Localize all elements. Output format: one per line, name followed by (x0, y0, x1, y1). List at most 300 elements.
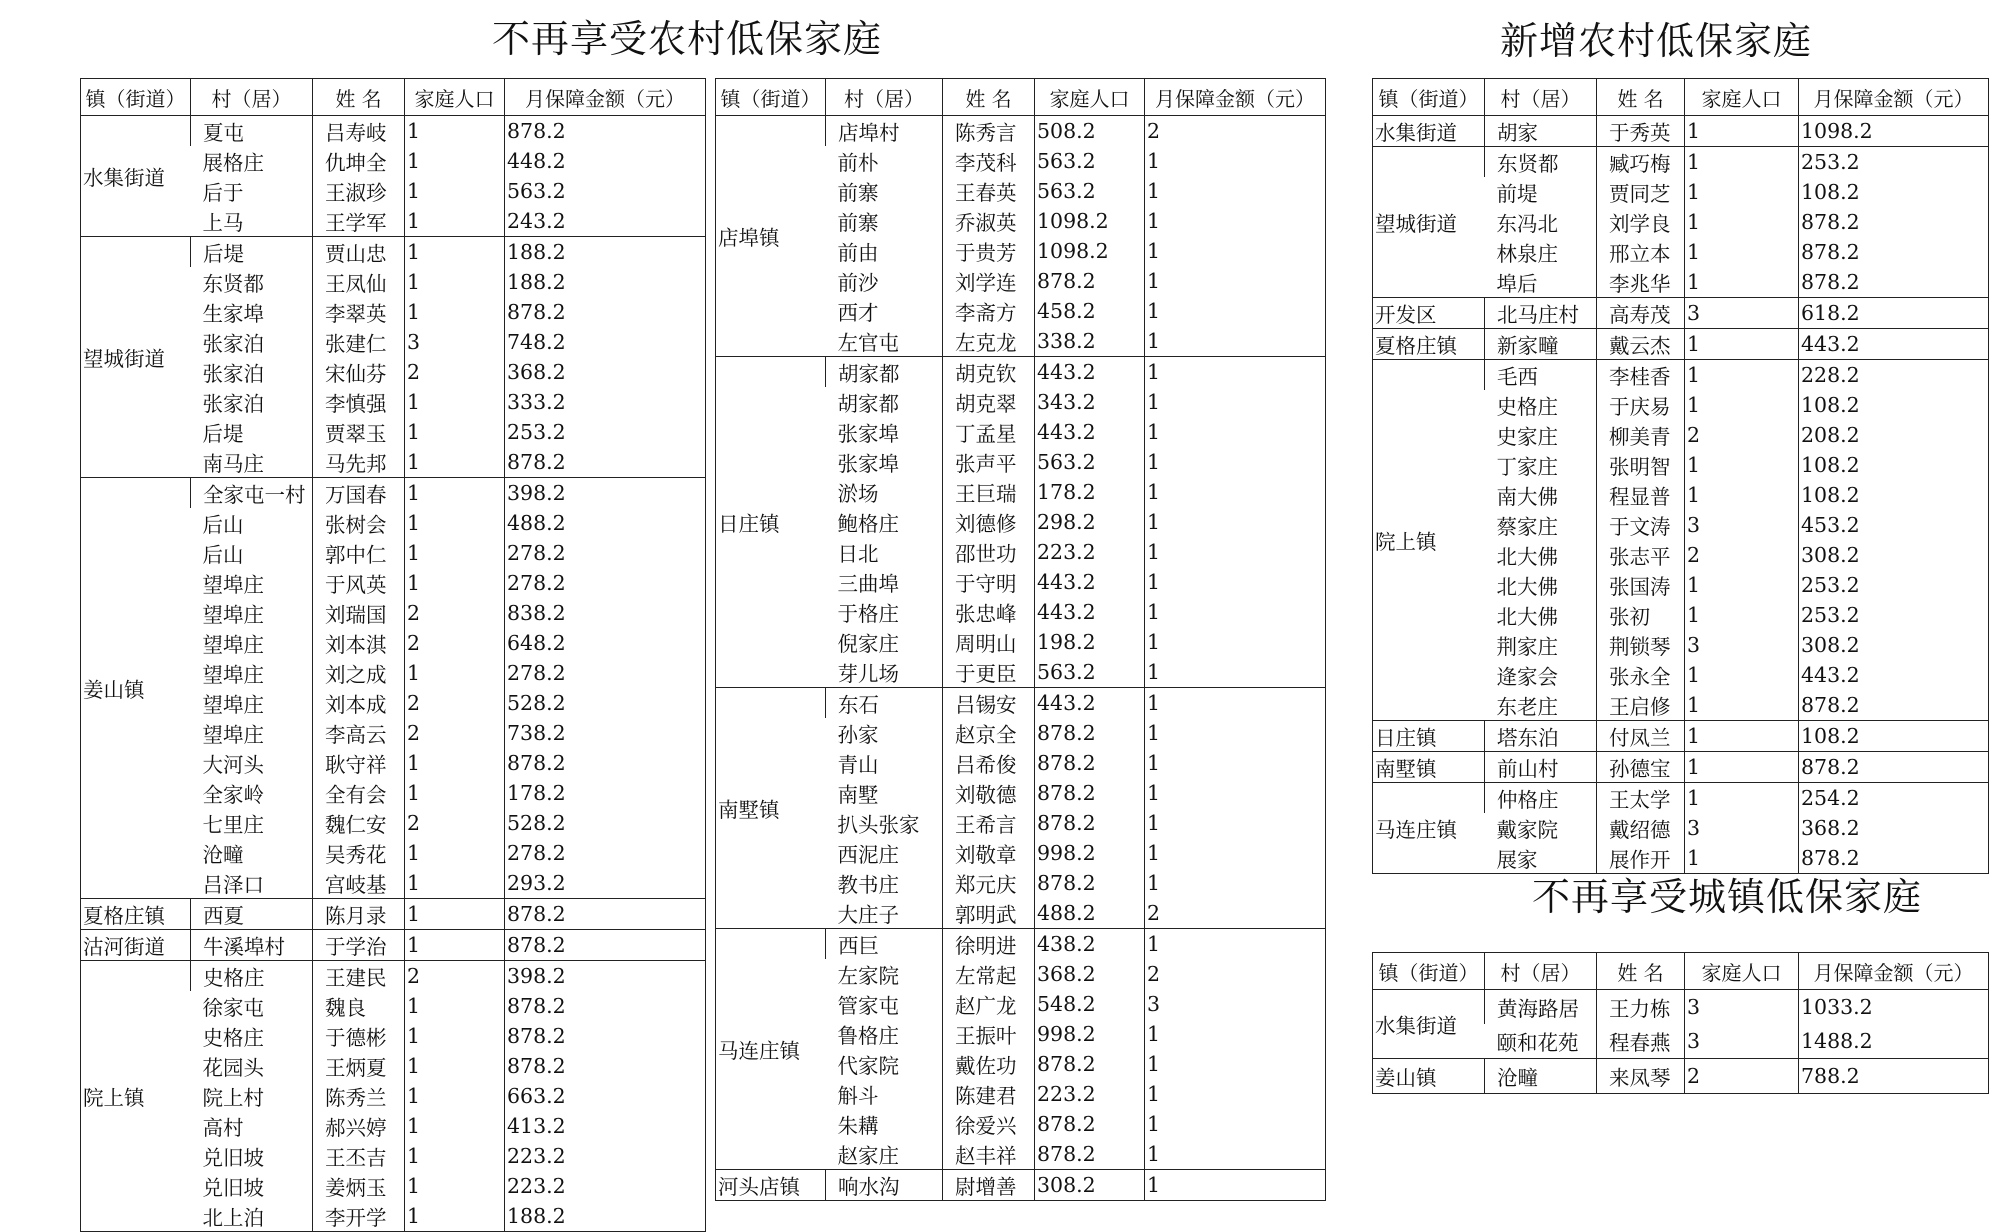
name-cell: 展作开 (1597, 843, 1685, 874)
household-size-cell: 1 (1685, 570, 1799, 600)
village-cell: 颐和花苑 (1496, 1031, 1579, 1055)
village-cell: 毛西 (1485, 360, 1597, 391)
monthly-amount-cell: 1 (1145, 748, 1326, 778)
monthly-amount-cell: 278.2 (505, 658, 706, 688)
household-size-cell: 308.2 (1035, 1170, 1145, 1201)
table-row (1373, 298, 1989, 329)
monthly-amount-cell: 333.2 (505, 387, 706, 417)
monthly-amount-cell: 878.2 (505, 1051, 706, 1081)
village-cell: 左家院 (837, 964, 899, 988)
monthly-amount-cell: 398.2 (505, 961, 706, 992)
household-size-cell: 1 (405, 748, 505, 778)
household-size-cell: 198.2 (1035, 627, 1145, 657)
village-cell: 淤场 (837, 482, 879, 506)
name-cell: 刘德修 (943, 507, 1035, 537)
village-cell: 史家庄 (1496, 425, 1558, 449)
name-cell: 张志平 (1597, 540, 1685, 570)
village-cell: 丁家庄 (1496, 455, 1558, 479)
monthly-amount-cell: 1 (1145, 447, 1326, 477)
household-size-cell: 1 (405, 1201, 505, 1232)
household-size-cell: 1098.2 (1035, 236, 1145, 266)
column-header: 月保障金额（元） (505, 79, 706, 116)
column-header: 镇（街道） (716, 79, 826, 116)
title-urban-exit: 不再享受城镇低保家庭 (1532, 875, 1923, 919)
town-cell: 日庄镇 (716, 357, 826, 688)
column-header: 镇（街道） (1373, 79, 1485, 116)
name-cell: 陈秀言 (943, 116, 1035, 147)
monthly-amount-cell: 448.2 (505, 146, 706, 176)
town-cell: 马连庄镇 (1373, 783, 1485, 874)
household-size-cell: 2 (1685, 540, 1799, 570)
monthly-amount-cell: 788.2 (1799, 1059, 1989, 1094)
village-cell: 望埠庄 (202, 723, 264, 747)
name-cell: 柳美青 (1597, 420, 1685, 450)
village-cell: 北大佛 (1496, 575, 1558, 599)
column-header: 月保障金额（元） (1145, 79, 1326, 116)
household-size-cell: 1 (405, 237, 505, 268)
household-size-cell: 878.2 (1035, 718, 1145, 748)
monthly-amount-cell: 278.2 (505, 838, 706, 868)
name-cell: 王建民 (313, 961, 405, 992)
monthly-amount-cell: 1 (1145, 597, 1326, 627)
household-size-cell: 878.2 (1035, 1109, 1145, 1139)
name-cell: 于更臣 (943, 657, 1035, 688)
name-cell: 左常起 (943, 959, 1035, 989)
rural-new-table (1372, 78, 1989, 874)
monthly-amount-cell: 1 (1145, 627, 1326, 657)
monthly-amount-cell: 228.2 (1799, 360, 1989, 391)
name-cell: 于贵芳 (943, 236, 1035, 266)
monthly-amount-cell: 108.2 (1799, 450, 1989, 480)
name-cell: 陈秀兰 (313, 1081, 405, 1111)
village-cell: 胡家 (1485, 116, 1597, 147)
name-cell: 李开学 (313, 1201, 405, 1232)
village-cell: 西泥庄 (837, 843, 899, 867)
monthly-amount-cell: 253.2 (1799, 600, 1989, 630)
monthly-amount-cell: 243.2 (505, 206, 706, 237)
monthly-amount-cell: 1 (1145, 838, 1326, 868)
household-size-cell: 298.2 (1035, 507, 1145, 537)
name-cell: 邢立本 (1597, 237, 1685, 267)
household-size-cell: 878.2 (1035, 868, 1145, 898)
household-size-cell: 1 (405, 538, 505, 568)
monthly-amount-cell: 308.2 (1799, 540, 1989, 570)
village-cell: 林泉庄 (1496, 242, 1558, 266)
village-cell: 东老庄 (1496, 695, 1558, 719)
village-cell: 埠后 (1496, 272, 1538, 296)
name-cell: 王希言 (943, 808, 1035, 838)
monthly-amount-cell: 878.2 (505, 899, 706, 930)
monthly-amount-cell: 878.2 (1799, 207, 1989, 237)
household-size-cell: 1 (405, 508, 505, 538)
monthly-amount-cell: 878.2 (1799, 752, 1989, 783)
village-cell: 青山 (837, 753, 879, 777)
table-row (716, 688, 1326, 719)
village-cell: 望埠庄 (202, 663, 264, 687)
monthly-amount-cell: 1 (1145, 326, 1326, 357)
household-size-cell: 1098.2 (1035, 206, 1145, 236)
village-cell: 张家埠 (837, 452, 899, 476)
monthly-amount-cell: 108.2 (1799, 480, 1989, 510)
name-cell: 戴云杰 (1597, 329, 1685, 360)
monthly-amount-cell: 1 (1145, 808, 1326, 838)
monthly-amount-cell: 1 (1145, 688, 1326, 719)
town-cell: 望城街道 (1373, 147, 1485, 298)
village-cell: 孙家 (837, 723, 879, 747)
village-cell: 上马 (202, 211, 244, 235)
name-cell: 李桂香 (1597, 360, 1685, 391)
name-cell: 张声平 (943, 447, 1035, 477)
table-row (716, 1170, 1326, 1201)
urban-exit-table (1372, 952, 1989, 1094)
household-size-cell: 2 (1685, 420, 1799, 450)
village-cell: 大庄子 (837, 903, 899, 927)
household-size-cell: 223.2 (1035, 537, 1145, 567)
column-header: 月保障金额（元） (1799, 79, 1989, 116)
village-cell: 史格庄 (1496, 395, 1558, 419)
name-cell: 邵世功 (943, 537, 1035, 567)
village-cell: 前山村 (1485, 752, 1597, 783)
household-size-cell: 1 (1685, 660, 1799, 690)
table-row (716, 929, 1326, 960)
monthly-amount-cell: 878.2 (1799, 267, 1989, 298)
village-cell: 后山 (202, 513, 244, 537)
name-cell: 刘敬章 (943, 838, 1035, 868)
town-cell: 水集街道 (1373, 116, 1485, 147)
village-cell: 蔡家庄 (1496, 515, 1558, 539)
household-size-cell: 443.2 (1035, 597, 1145, 627)
monthly-amount-cell: 108.2 (1799, 721, 1989, 752)
name-cell: 姜炳玉 (313, 1171, 405, 1201)
name-cell: 程显普 (1597, 480, 1685, 510)
name-cell: 王凤仙 (313, 267, 405, 297)
town-cell: 院上镇 (81, 961, 191, 1232)
household-size-cell: 443.2 (1035, 567, 1145, 597)
monthly-amount-cell: 1 (1145, 657, 1326, 688)
village-cell: 望埠庄 (202, 633, 264, 657)
monthly-amount-cell: 1 (1145, 296, 1326, 326)
town-cell: 开发区 (1373, 298, 1485, 329)
village-cell: 新家疃 (1485, 329, 1597, 360)
household-size-cell: 1 (405, 146, 505, 176)
household-size-cell: 2 (405, 628, 505, 658)
household-size-cell: 1 (1685, 207, 1799, 237)
column-header: 姓 名 (1597, 79, 1685, 116)
name-cell: 乔淑英 (943, 206, 1035, 236)
monthly-amount-cell: 293.2 (505, 868, 706, 899)
town-cell: 夏格庄镇 (81, 899, 191, 930)
monthly-amount-cell: 878.2 (1799, 690, 1989, 721)
household-size-cell: 1 (1685, 843, 1799, 874)
name-cell: 周明山 (943, 627, 1035, 657)
household-size-cell: 508.2 (1035, 116, 1145, 147)
household-size-cell: 1 (1685, 360, 1799, 391)
monthly-amount-cell: 188.2 (505, 237, 706, 268)
household-size-cell: 1 (405, 778, 505, 808)
village-cell: 展格庄 (202, 151, 264, 175)
monthly-amount-cell: 1 (1145, 1170, 1326, 1201)
village-cell: 前寨 (837, 211, 879, 235)
monthly-amount-cell: 1 (1145, 929, 1326, 960)
name-cell: 赵广龙 (943, 989, 1035, 1019)
village-cell: 全家屯一村 (191, 478, 313, 509)
monthly-amount-cell: 1 (1145, 387, 1326, 417)
monthly-amount-cell: 443.2 (1799, 329, 1989, 360)
town-cell: 南墅镇 (1373, 752, 1485, 783)
column-header: 月保障金额（元） (1799, 953, 1989, 990)
name-cell: 李高云 (313, 718, 405, 748)
village-cell: 芽儿场 (837, 662, 899, 686)
monthly-amount-cell: 1 (1145, 1079, 1326, 1109)
household-size-cell: 998.2 (1035, 838, 1145, 868)
village-cell: 前沙 (837, 271, 879, 295)
household-size-cell: 1 (405, 930, 505, 961)
household-size-cell: 3 (405, 327, 505, 357)
household-size-cell: 1 (405, 116, 505, 147)
name-cell: 程春燕 (1597, 1024, 1685, 1059)
name-cell: 张建仁 (313, 327, 405, 357)
household-size-cell: 1 (1685, 783, 1799, 814)
name-cell: 贾同芝 (1597, 177, 1685, 207)
village-cell: 徐家屯 (202, 996, 264, 1020)
household-size-cell: 443.2 (1035, 688, 1145, 719)
village-cell: 张家泊 (202, 332, 264, 356)
monthly-amount-cell: 1 (1145, 206, 1326, 236)
monthly-amount-cell: 878.2 (505, 930, 706, 961)
monthly-amount-cell: 253.2 (1799, 147, 1989, 178)
household-size-cell: 1 (405, 417, 505, 447)
name-cell: 郝兴婷 (313, 1111, 405, 1141)
village-cell: 日北 (837, 542, 879, 566)
monthly-amount-cell: 108.2 (1799, 177, 1989, 207)
household-size-cell: 1 (1685, 147, 1799, 178)
monthly-amount-cell: 878.2 (505, 991, 706, 1021)
column-header: 姓 名 (1597, 953, 1685, 990)
name-cell: 于风英 (313, 568, 405, 598)
name-cell: 仇坤全 (313, 146, 405, 176)
household-size-cell: 2 (405, 598, 505, 628)
household-size-cell: 1 (1685, 721, 1799, 752)
village-cell: 东贤都 (202, 272, 264, 296)
column-header: 村（居） (191, 79, 313, 116)
table-row (1373, 990, 1989, 1025)
name-cell: 胡克翠 (943, 387, 1035, 417)
name-cell: 郑元庆 (943, 868, 1035, 898)
monthly-amount-cell: 443.2 (1799, 660, 1989, 690)
village-cell: 史格庄 (191, 961, 313, 992)
household-size-cell: 1 (405, 1141, 505, 1171)
table-row (1373, 1059, 1989, 1094)
town-cell: 日庄镇 (1373, 721, 1485, 752)
name-cell: 王春英 (943, 176, 1035, 206)
name-cell: 全有会 (313, 778, 405, 808)
household-size-cell: 1 (405, 1171, 505, 1201)
town-cell: 河头店镇 (716, 1170, 826, 1201)
name-cell: 戴佐功 (943, 1049, 1035, 1079)
name-cell: 于守明 (943, 567, 1035, 597)
name-cell: 左克龙 (943, 326, 1035, 357)
monthly-amount-cell: 1 (1145, 1019, 1326, 1049)
name-cell: 吕希俊 (943, 748, 1035, 778)
household-size-cell: 1 (1685, 480, 1799, 510)
monthly-amount-cell: 1098.2 (1799, 116, 1989, 147)
name-cell: 臧巧梅 (1597, 147, 1685, 178)
name-cell: 陈建君 (943, 1079, 1035, 1109)
household-size-cell: 1 (405, 267, 505, 297)
village-cell: 响水沟 (826, 1170, 943, 1201)
name-cell: 贾山忠 (313, 237, 405, 268)
town-cell: 姜山镇 (81, 478, 191, 899)
village-cell: 黄海路居 (1485, 990, 1597, 1025)
village-cell: 前寨 (837, 181, 879, 205)
monthly-amount-cell: 2 (1145, 898, 1326, 929)
name-cell: 于德彬 (313, 1021, 405, 1051)
household-size-cell: 563.2 (1035, 447, 1145, 477)
name-cell: 郭中仁 (313, 538, 405, 568)
name-cell: 丁孟星 (943, 417, 1035, 447)
village-cell: 生家埠 (202, 302, 264, 326)
name-cell: 于秀英 (1597, 116, 1685, 147)
household-size-cell: 1 (1685, 267, 1799, 298)
village-cell: 西巨 (826, 929, 943, 960)
village-cell: 吕泽口 (202, 873, 264, 897)
village-cell: 东石 (826, 688, 943, 719)
village-cell: 三曲埠 (837, 572, 899, 596)
monthly-amount-cell: 368.2 (505, 357, 706, 387)
household-size-cell: 878.2 (1035, 808, 1145, 838)
name-cell: 张明智 (1597, 450, 1685, 480)
column-header: 姓 名 (943, 79, 1035, 116)
table-row (1373, 360, 1989, 391)
village-cell: 望埠庄 (202, 603, 264, 627)
household-size-cell: 1 (1685, 600, 1799, 630)
household-size-cell: 438.2 (1035, 929, 1145, 960)
name-cell: 于学治 (313, 930, 405, 961)
name-cell: 魏仁安 (313, 808, 405, 838)
name-cell: 王丕吉 (313, 1141, 405, 1171)
village-cell: 望埠庄 (202, 693, 264, 717)
column-header: 家庭人口 (405, 79, 505, 116)
name-cell: 于庆易 (1597, 390, 1685, 420)
monthly-amount-cell: 188.2 (505, 1201, 706, 1232)
village-cell: 胡家都 (837, 392, 899, 416)
table-row (1373, 783, 1989, 814)
monthly-amount-cell: 838.2 (505, 598, 706, 628)
village-cell: 张家泊 (202, 362, 264, 386)
town-cell: 水集街道 (1373, 990, 1485, 1059)
village-cell: 左官屯 (837, 331, 899, 355)
household-size-cell: 1 (405, 387, 505, 417)
village-cell: 东冯北 (1496, 212, 1558, 236)
monthly-amount-cell: 648.2 (505, 628, 706, 658)
household-size-cell: 563.2 (1035, 176, 1145, 206)
monthly-amount-cell: 878.2 (505, 748, 706, 778)
household-size-cell: 488.2 (1035, 898, 1145, 929)
name-cell: 李茂科 (943, 146, 1035, 176)
monthly-amount-cell: 1033.2 (1799, 990, 1989, 1025)
monthly-amount-cell: 188.2 (505, 267, 706, 297)
name-cell: 刘本成 (313, 688, 405, 718)
monthly-amount-cell: 178.2 (505, 778, 706, 808)
monthly-amount-cell: 1 (1145, 357, 1326, 388)
household-size-cell: 1 (405, 991, 505, 1021)
village-cell: 后堤 (191, 237, 313, 268)
household-size-cell: 3 (1685, 510, 1799, 540)
monthly-amount-cell: 1 (1145, 417, 1326, 447)
household-size-cell: 878.2 (1035, 1049, 1145, 1079)
village-cell: 西夏 (191, 899, 313, 930)
name-cell: 刘瑞国 (313, 598, 405, 628)
monthly-amount-cell: 368.2 (1799, 813, 1989, 843)
household-size-cell: 443.2 (1035, 357, 1145, 388)
village-cell: 西才 (837, 301, 879, 325)
name-cell: 李兆华 (1597, 267, 1685, 298)
monthly-amount-cell: 663.2 (505, 1081, 706, 1111)
monthly-amount-cell: 1 (1145, 778, 1326, 808)
village-cell: 鲁格庄 (837, 1024, 899, 1048)
village-cell: 于格庄 (837, 602, 899, 626)
monthly-amount-cell: 108.2 (1799, 390, 1989, 420)
name-cell: 张国涛 (1597, 570, 1685, 600)
village-cell: 北马庄村 (1485, 298, 1597, 329)
column-header: 村（居） (1485, 79, 1597, 116)
village-cell: 南大佛 (1496, 485, 1558, 509)
monthly-amount-cell: 254.2 (1799, 783, 1989, 814)
table-row (1373, 329, 1989, 360)
household-size-cell: 3 (1685, 298, 1799, 329)
name-cell: 吕寿岐 (313, 116, 405, 147)
household-size-cell: 1 (405, 447, 505, 478)
table-row (716, 116, 1326, 147)
household-size-cell: 1 (405, 297, 505, 327)
name-cell: 付凤兰 (1597, 721, 1685, 752)
village-cell: 张家埠 (837, 422, 899, 446)
monthly-amount-cell: 1 (1145, 176, 1326, 206)
village-cell: 逄家会 (1496, 665, 1558, 689)
name-cell: 王巨瑞 (943, 477, 1035, 507)
column-header: 村（居） (1485, 953, 1597, 990)
monthly-amount-cell: 878.2 (505, 447, 706, 478)
table-row (81, 899, 706, 930)
name-cell: 郭明武 (943, 898, 1035, 929)
monthly-amount-cell: 1 (1145, 567, 1326, 597)
monthly-amount-cell: 253.2 (505, 417, 706, 447)
monthly-amount-cell: 1 (1145, 1139, 1326, 1170)
village-cell: 展家 (1496, 848, 1538, 872)
name-cell: 高寿茂 (1597, 298, 1685, 329)
household-size-cell: 998.2 (1035, 1019, 1145, 1049)
village-cell: 戴家院 (1496, 818, 1558, 842)
name-cell: 吴秀花 (313, 838, 405, 868)
village-cell: 北大佛 (1496, 545, 1558, 569)
name-cell: 万国春 (313, 478, 405, 509)
monthly-amount-cell: 878.2 (505, 297, 706, 327)
monthly-amount-cell: 488.2 (505, 508, 706, 538)
household-size-cell: 878.2 (1035, 1139, 1145, 1170)
village-cell: 前堤 (1496, 182, 1538, 206)
household-size-cell: 1 (1685, 329, 1799, 360)
town-cell: 店埠镇 (716, 116, 826, 357)
monthly-amount-cell: 563.2 (505, 176, 706, 206)
village-cell: 张家泊 (202, 392, 264, 416)
monthly-amount-cell: 1 (1145, 1109, 1326, 1139)
village-cell: 后堤 (202, 422, 244, 446)
name-cell: 李斋方 (943, 296, 1035, 326)
column-header: 镇（街道） (1373, 953, 1485, 990)
table-row (81, 961, 706, 992)
monthly-amount-cell: 618.2 (1799, 298, 1989, 329)
name-cell: 耿守祥 (313, 748, 405, 778)
